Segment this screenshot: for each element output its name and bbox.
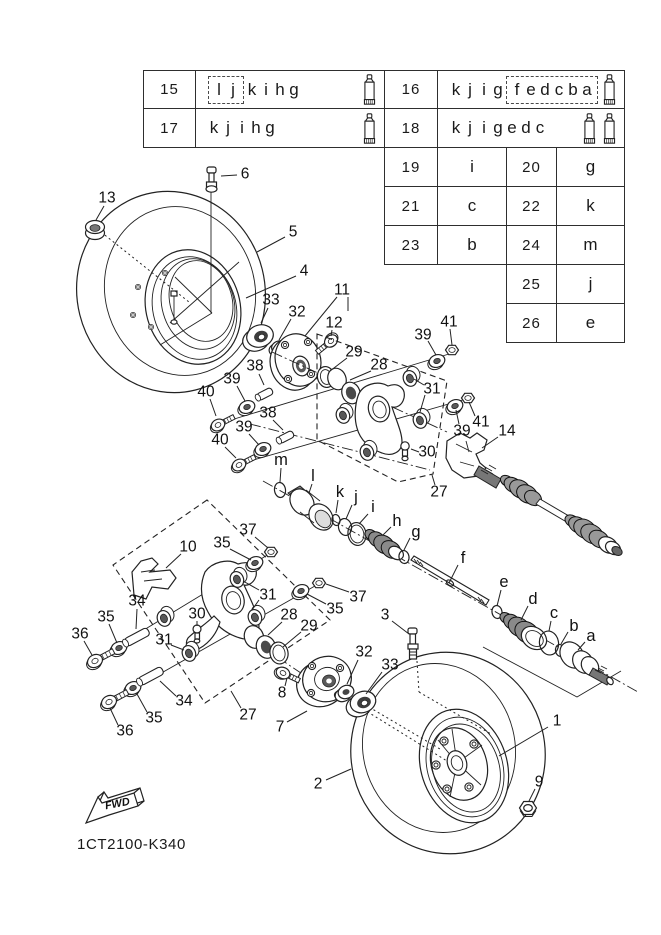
leader-line-k xyxy=(336,500,338,513)
leader-line-d xyxy=(521,606,528,620)
grid-letter-20: g xyxy=(556,147,625,187)
leader-line-i xyxy=(359,514,368,524)
grid-number-20: 20 xyxy=(506,147,557,187)
part-label-28: 28 xyxy=(280,606,298,624)
collar-34 xyxy=(121,627,150,648)
part-label-f: f xyxy=(460,549,466,567)
grease-tube-icon xyxy=(362,73,377,106)
rear-drive-shaft xyxy=(446,433,624,557)
part-label-h: h xyxy=(392,512,402,530)
ref-letter: g xyxy=(493,79,503,99)
assembly-row-15-number: 15 xyxy=(143,70,196,109)
part-label-8: 8 xyxy=(277,684,287,702)
grease-tube-icon xyxy=(602,112,617,145)
diagram-code: 1CT2100-K340 xyxy=(77,836,186,853)
ref-letter: j xyxy=(468,118,472,137)
dashed-letter-group xyxy=(506,76,598,104)
ref-letter: e xyxy=(526,79,536,99)
part-label-b: b xyxy=(569,617,579,635)
leader-line-34 xyxy=(160,681,176,696)
ref-letter: h xyxy=(251,118,261,137)
nut-41 xyxy=(462,393,475,402)
ref-letter: d xyxy=(540,79,550,99)
leader-line-28 xyxy=(268,622,282,635)
grease-nipple-30-upper xyxy=(401,442,409,461)
grid-letter-22: k xyxy=(556,186,625,226)
part-label-31: 31 xyxy=(423,380,441,398)
nut-37 xyxy=(313,578,326,587)
leader-line-7 xyxy=(287,711,307,722)
leader-line-38 xyxy=(273,420,283,430)
rear-right-wheel xyxy=(272,628,566,874)
part-label-39: 39 xyxy=(223,370,241,388)
part-label-3: 3 xyxy=(380,606,390,624)
grid-letter-24: m xyxy=(556,225,625,265)
leader-line-35 xyxy=(230,549,251,560)
collar-38 xyxy=(254,387,274,402)
grid-letter-21: c xyxy=(437,186,507,226)
leader-line-36 xyxy=(84,641,92,655)
assembly-row-17-number: 17 xyxy=(143,108,196,148)
ref-letter: j xyxy=(468,79,472,99)
leader-line-m xyxy=(280,468,281,482)
leader-line-35 xyxy=(109,624,117,643)
part-label-31: 31 xyxy=(155,631,173,649)
grid-number-21: 21 xyxy=(384,186,438,226)
part-label-35: 35 xyxy=(97,608,115,626)
part-label-30: 30 xyxy=(418,443,436,461)
part-label-13: 13 xyxy=(98,189,116,207)
leader-line-38 xyxy=(259,374,264,385)
part-label-29: 29 xyxy=(345,343,363,361)
leader-line-l xyxy=(309,484,312,493)
part-label-d: d xyxy=(528,590,538,608)
ref-letter: g xyxy=(265,118,275,137)
leader-line-c xyxy=(549,621,551,631)
assembly-row-17-letters xyxy=(195,108,385,148)
ref-letter: d xyxy=(521,118,531,137)
ref-letter: k xyxy=(451,79,461,99)
leader-line-e xyxy=(497,590,501,606)
joint-a xyxy=(555,637,615,686)
part-label-1: 1 xyxy=(552,712,562,730)
part-label-l: l xyxy=(311,467,315,485)
part-label-27: 27 xyxy=(430,483,448,501)
fwd-label: FWD xyxy=(103,795,131,813)
leader-line-35 xyxy=(307,594,326,604)
leader-line-39 xyxy=(249,434,259,445)
part-label-12: 12 xyxy=(325,314,343,332)
part-label-5: 5 xyxy=(288,223,298,241)
part-label-39: 39 xyxy=(414,326,432,344)
part-label-m: m xyxy=(274,451,288,469)
ref-letter: f xyxy=(514,79,520,99)
assembly-row-18-number: 18 xyxy=(384,108,438,148)
part-label-36: 36 xyxy=(71,625,89,643)
part-label-c: c xyxy=(549,604,559,622)
part-label-41: 41 xyxy=(440,313,458,331)
leader-line-34 xyxy=(136,609,137,629)
part-label-35: 35 xyxy=(145,709,163,727)
part-label-27: 27 xyxy=(239,706,257,724)
part-label-33: 33 xyxy=(381,656,399,674)
nut-41 xyxy=(446,345,459,354)
leader-line-13 xyxy=(96,206,104,220)
part-label-14: 14 xyxy=(498,422,516,440)
grid-letter-23: b xyxy=(437,225,507,265)
part-label-38: 38 xyxy=(259,404,277,422)
part-label-10: 10 xyxy=(179,538,197,556)
wheel-nut-13 xyxy=(86,221,105,240)
valve-stem-3 xyxy=(408,628,418,659)
part-label-a: a xyxy=(586,627,596,645)
ref-letter: j xyxy=(231,79,235,99)
grease-tube-icon xyxy=(582,112,597,145)
part-label-31: 31 xyxy=(259,586,277,604)
collar-38 xyxy=(275,430,295,445)
part-label-37: 37 xyxy=(239,521,257,539)
ref-letter: b xyxy=(568,79,578,99)
ref-letter: e xyxy=(507,118,517,137)
nut-37 xyxy=(265,547,278,556)
grid-number-26: 26 xyxy=(506,303,557,343)
ref-letter: k xyxy=(451,118,461,137)
part-label-34: 34 xyxy=(175,692,193,710)
ref-letter: k xyxy=(209,118,219,137)
part-label-32: 32 xyxy=(355,643,373,661)
part-label-41: 41 xyxy=(472,413,490,431)
part-label-40: 40 xyxy=(197,383,215,401)
leader-line-37 xyxy=(326,584,349,592)
grid-letter-26: e xyxy=(556,303,625,343)
assembly-row-18-letters xyxy=(437,108,625,148)
grid-number-22: 22 xyxy=(506,186,557,226)
part-label-39: 39 xyxy=(235,418,253,436)
part-label-30: 30 xyxy=(188,605,206,623)
part-label-28: 28 xyxy=(370,356,388,374)
grid-number-23: 23 xyxy=(384,225,438,265)
part-label-36: 36 xyxy=(116,722,134,740)
leader-line-40 xyxy=(210,399,216,416)
part-label-40: 40 xyxy=(211,431,229,449)
ref-letter: c xyxy=(554,79,564,99)
part-label-29: 29 xyxy=(300,617,318,635)
ref-letter: k xyxy=(247,79,257,99)
leader-line-31 xyxy=(171,645,184,650)
part-label-2: 2 xyxy=(313,775,323,793)
leader-line-40 xyxy=(225,447,236,458)
grid-letter-25: j xyxy=(556,264,625,304)
circlip-m xyxy=(274,482,287,498)
ref-letter: i xyxy=(482,118,486,137)
fwd-arrow xyxy=(86,788,144,823)
part-label-34: 34 xyxy=(128,592,146,610)
reference-table xyxy=(143,70,625,343)
leader-line-10 xyxy=(166,554,181,568)
part-label-37: 37 xyxy=(349,588,367,606)
part-label-11: 11 xyxy=(333,281,351,299)
dashed-letter-group xyxy=(208,76,244,104)
part-label-7: 7 xyxy=(275,718,285,736)
part-label-38: 38 xyxy=(246,357,264,375)
assembly-row-15-letters xyxy=(195,70,385,109)
leader-line-2 xyxy=(326,769,351,780)
part-label-35: 35 xyxy=(326,600,344,618)
grid-number-24: 24 xyxy=(506,225,557,265)
leader-line-27 xyxy=(231,691,241,708)
part-label-35: 35 xyxy=(213,534,231,552)
grid-number-25: 25 xyxy=(506,264,557,304)
washer-39 xyxy=(235,398,257,417)
ref-letter: j xyxy=(226,118,230,137)
leader-line-3 xyxy=(392,621,409,634)
part-label-6: 6 xyxy=(240,165,250,183)
grease-tube-icon xyxy=(362,112,377,145)
leader-line-g xyxy=(404,538,410,550)
leader-line-h xyxy=(383,527,391,535)
part-label-32: 32 xyxy=(288,303,306,321)
joint-housing-l xyxy=(285,484,338,535)
ref-letter: l xyxy=(217,79,221,99)
grid-number-19: 19 xyxy=(384,147,438,187)
ref-letter: i xyxy=(264,79,268,99)
part-label-4: 4 xyxy=(299,262,309,280)
ref-letter: h xyxy=(275,79,285,99)
leader-line-37 xyxy=(255,537,268,548)
assembly-row-16-letters xyxy=(437,70,625,109)
assembly-row-16-number: 16 xyxy=(384,70,438,109)
part-label-i: i xyxy=(371,498,375,516)
leader-line-39 xyxy=(237,386,245,401)
bolt-36 xyxy=(98,687,131,714)
collar-34 xyxy=(135,666,164,687)
part-label-33: 33 xyxy=(262,291,280,309)
ref-letter: g xyxy=(493,118,503,137)
grease-tube-icon xyxy=(602,73,617,106)
part-label-j: j xyxy=(354,488,358,506)
part-label-k: k xyxy=(335,483,345,501)
ref-letter: i xyxy=(240,118,244,137)
part-label-e: e xyxy=(499,573,509,591)
part-label-9: 9 xyxy=(534,773,544,791)
axle-nut-9 xyxy=(520,802,537,817)
ref-letter: c xyxy=(535,118,545,137)
part-label-g: g xyxy=(411,523,421,541)
part-label-39: 39 xyxy=(453,422,471,440)
ref-letter: g xyxy=(289,79,299,99)
grid-letter-19: i xyxy=(437,147,507,187)
leader-line-j xyxy=(346,505,352,519)
ref-letter: a xyxy=(582,79,592,99)
ref-letter: i xyxy=(482,79,486,99)
